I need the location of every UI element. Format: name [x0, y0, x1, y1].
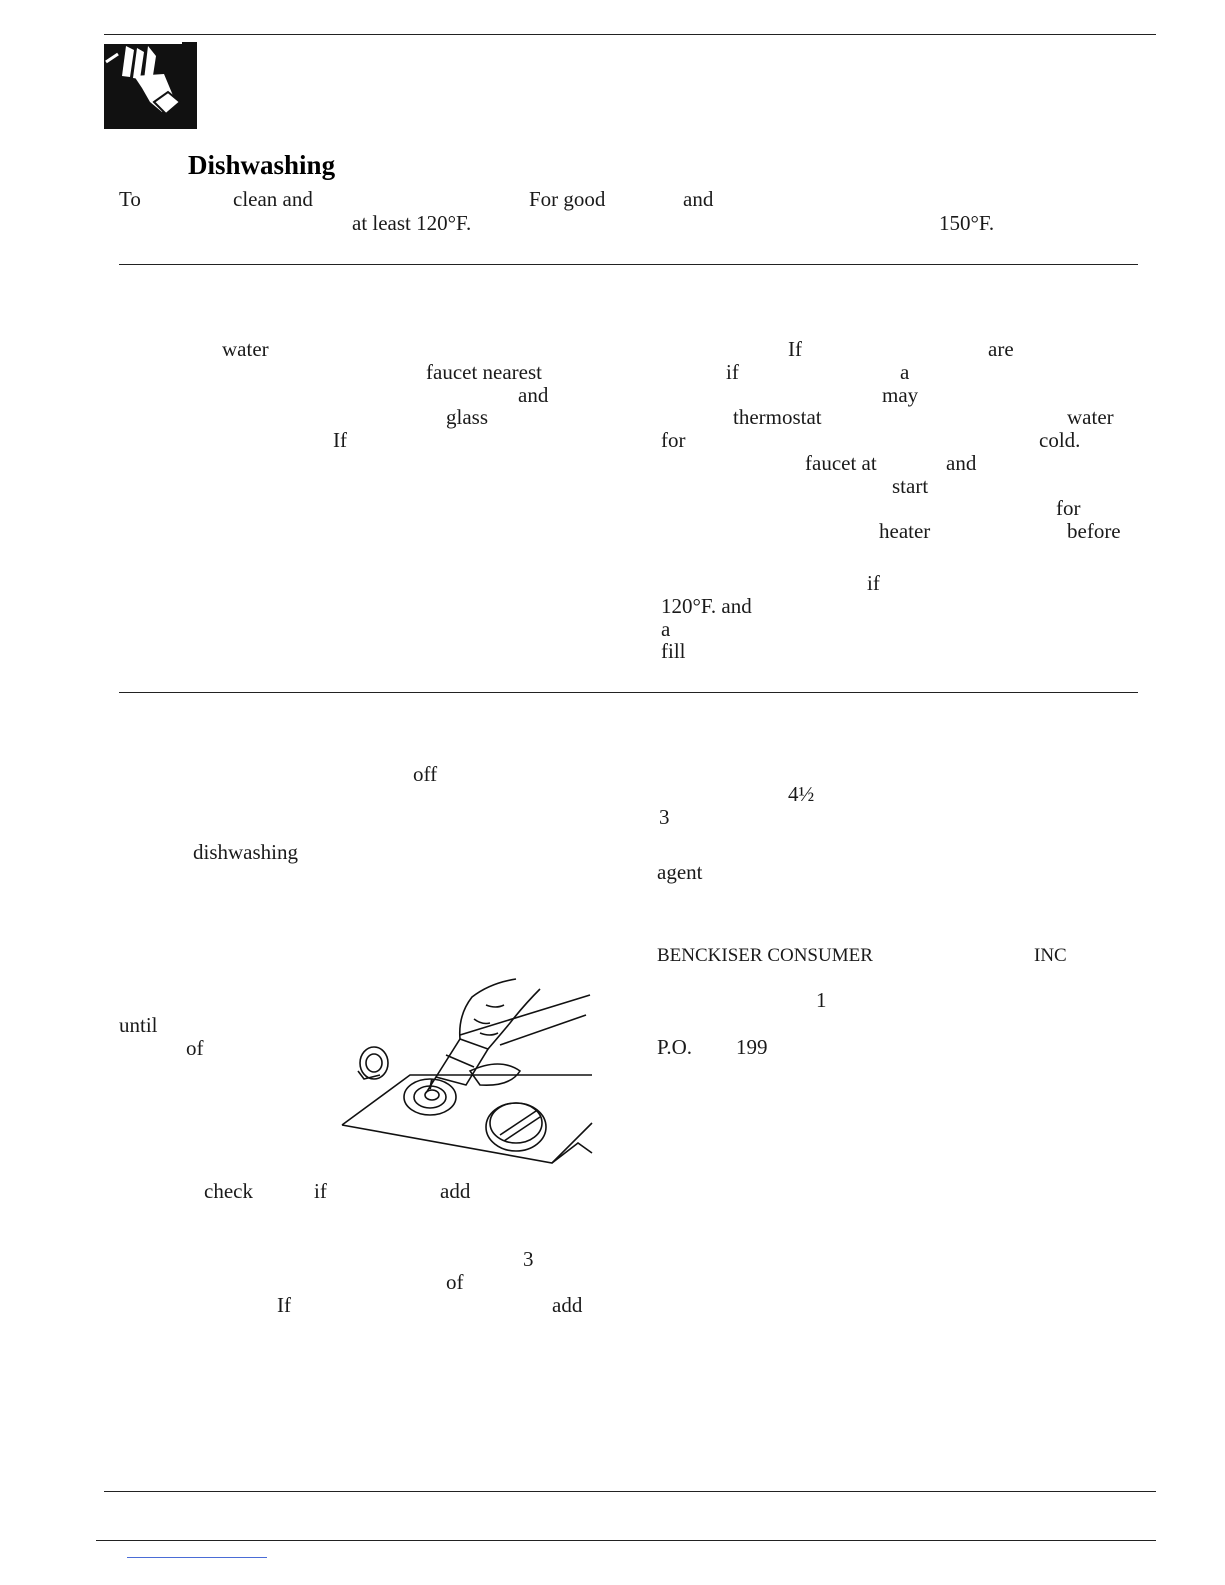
- link-underline[interactable]: [127, 1557, 267, 1558]
- body-word: add: [552, 1293, 583, 1317]
- body-word: agent: [657, 860, 703, 884]
- body-word: faucet nearest: [426, 360, 543, 384]
- body-word: 4½: [788, 782, 815, 806]
- body-word: fill: [661, 639, 686, 663]
- body-word: of: [446, 1270, 464, 1294]
- body-word: if: [726, 360, 739, 384]
- body-word: 120°F. and: [661, 594, 752, 618]
- intro-word: clean and: [233, 187, 313, 211]
- body-word: and: [518, 383, 549, 407]
- header-rule: [104, 34, 1156, 35]
- body-word: of: [186, 1036, 204, 1060]
- body-word: If: [277, 1293, 291, 1317]
- body-word: check: [204, 1179, 253, 1203]
- body-word: 199: [736, 1035, 768, 1059]
- intro-word: To: [119, 187, 141, 211]
- body-word: dishwashing: [193, 840, 298, 864]
- body-word: a: [900, 360, 910, 384]
- body-word: water: [222, 337, 269, 361]
- body-word: 1: [816, 988, 827, 1012]
- footer-rule-2: [96, 1540, 1156, 1541]
- body-word: P.O.: [657, 1035, 693, 1059]
- section-rule-2: [119, 692, 1138, 693]
- body-word: cold.: [1039, 428, 1081, 452]
- rinse-agent-dispenser-illustration: [340, 975, 602, 1173]
- body-word: and: [946, 451, 977, 475]
- body-word: 3: [523, 1247, 534, 1271]
- body-word: if: [314, 1179, 327, 1203]
- intro-word: For good: [529, 187, 606, 211]
- body-word: If: [788, 337, 802, 361]
- header-icon: [104, 36, 197, 129]
- body-word: If: [333, 428, 347, 452]
- body-word: thermostat: [733, 405, 822, 429]
- body-word: until: [119, 1013, 158, 1037]
- footer-rule-1: [104, 1491, 1156, 1492]
- body-word: a: [661, 617, 671, 641]
- body-word: glass: [446, 405, 488, 429]
- intro-word: at least 120°F.: [352, 211, 472, 235]
- section-rule-1: [119, 264, 1138, 265]
- body-word: for: [661, 428, 686, 452]
- intro-word: 150°F.: [939, 211, 995, 235]
- section-title: Dishwashing: [188, 150, 336, 180]
- body-word: add: [440, 1179, 471, 1203]
- body-word: may: [882, 383, 919, 407]
- body-word: off: [413, 762, 438, 786]
- intro-word: and: [683, 187, 714, 211]
- body-word: heater: [879, 519, 931, 543]
- body-word: 3: [659, 805, 670, 829]
- body-word: for: [1056, 496, 1081, 520]
- body-word: if: [867, 571, 880, 595]
- body-word: start: [892, 474, 929, 498]
- body-word: water: [1067, 405, 1114, 429]
- hand-wiping-icon: [104, 36, 197, 129]
- body-word: faucet at: [805, 451, 877, 475]
- body-word: BENCKISER CONSUMER: [657, 945, 873, 966]
- body-word: INC: [1034, 945, 1067, 966]
- body-word: before: [1067, 519, 1121, 543]
- body-word: are: [988, 337, 1014, 361]
